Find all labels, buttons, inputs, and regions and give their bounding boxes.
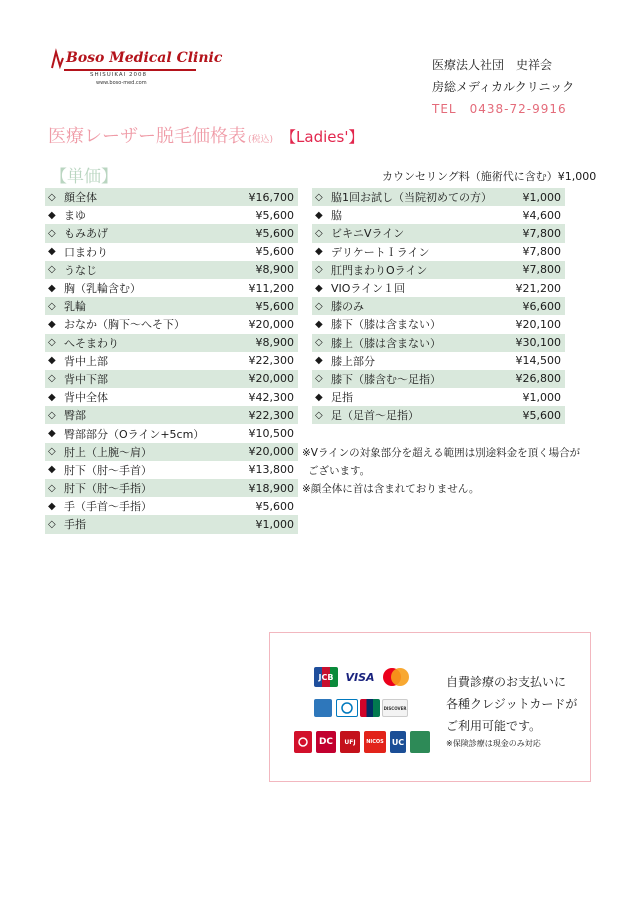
notes — [302, 444, 580, 498]
price-row — [312, 243, 565, 261]
mastercard-icon — [382, 667, 410, 687]
row-marker: ◆ — [315, 209, 323, 221]
row-marker: ◇ — [48, 409, 56, 421]
row-marker: ◇ — [315, 409, 323, 421]
logo-subtitle: SHISUIKAI 2008 — [90, 72, 148, 78]
price-list-right — [312, 188, 565, 424]
price-row — [45, 334, 298, 352]
row-price: ¥6,600 — [522, 299, 561, 313]
row-price: ¥4,600 — [522, 208, 561, 222]
row-marker: ◇ — [315, 300, 323, 312]
visa-card-icon: VISA — [344, 667, 376, 687]
mastercard-circles — [382, 667, 410, 687]
row-name: 肘下（肘～手指） — [64, 482, 152, 496]
ufj-card-icon: UFJ — [340, 731, 360, 753]
logo-text: Boso Medical Clinic — [66, 50, 223, 66]
row-name: VIOライン１回 — [331, 282, 406, 296]
price-row — [45, 243, 298, 261]
row-price: ¥8,900 — [255, 263, 294, 277]
row-price: ¥1,000 — [522, 390, 561, 404]
price-row — [312, 224, 565, 242]
row-marker: ◇ — [48, 446, 56, 458]
discover-card-icon: DISCOVER — [382, 699, 408, 717]
row-price: ¥22,300 — [248, 408, 294, 422]
price-row — [312, 297, 565, 315]
saison-mark — [298, 737, 308, 747]
price-row — [312, 279, 565, 297]
row-name: 肘上（上腕～肩） — [64, 445, 152, 459]
logo-mark-icon — [50, 48, 64, 74]
row-marker: ◇ — [48, 482, 56, 494]
price-row — [45, 461, 298, 479]
row-price: ¥5,600 — [255, 208, 294, 222]
row-marker: ◆ — [315, 355, 323, 367]
price-row — [45, 188, 298, 206]
row-name: 背中下部 — [64, 372, 108, 386]
price-row — [45, 443, 298, 461]
row-price: ¥5,600 — [255, 499, 294, 513]
price-row — [45, 297, 298, 315]
row-price: ¥5,600 — [255, 226, 294, 240]
credit-card-logos — [294, 663, 434, 763]
row-marker: ◇ — [48, 227, 56, 239]
row-marker: ◆ — [48, 428, 56, 440]
row-marker: ◇ — [48, 373, 56, 385]
row-price: ¥1,000 — [255, 517, 294, 531]
row-name: 膝上部分 — [331, 354, 375, 368]
unit-price-label: 【単価】 — [50, 167, 118, 187]
row-price: ¥11,200 — [248, 281, 294, 295]
diners-circle — [340, 702, 354, 714]
dc-card-icon: DC — [316, 731, 336, 753]
row-price: ¥5,600 — [522, 408, 561, 422]
row-marker: ◆ — [48, 246, 56, 258]
price-row — [45, 279, 298, 297]
row-price: ¥5,600 — [255, 245, 294, 259]
price-row — [312, 188, 565, 206]
row-price: ¥13,800 — [248, 463, 294, 477]
title-tax: (税込) — [248, 135, 274, 145]
price-row — [45, 352, 298, 370]
row-marker: ◇ — [48, 264, 56, 276]
price-row — [45, 224, 298, 242]
row-name: へそまわり — [64, 336, 119, 350]
payment-line-2: 各種クレジットカードが — [446, 697, 578, 711]
note-line: ※顔全体に首は含まれておりません。 — [302, 483, 480, 495]
row-marker: ◇ — [315, 227, 323, 239]
row-name: 臀部部分（Oライン+5cm） — [64, 427, 205, 441]
row-price: ¥20,100 — [515, 317, 561, 331]
row-price: ¥14,500 — [515, 354, 561, 368]
row-price: ¥1,000 — [522, 190, 561, 204]
row-marker: ◆ — [48, 355, 56, 367]
title-ladies: 【Ladies'】 — [281, 128, 364, 146]
row-price: ¥20,000 — [248, 317, 294, 331]
diners-card-icon — [336, 699, 358, 717]
row-price: ¥7,800 — [522, 245, 561, 259]
page-title — [48, 122, 363, 148]
price-row — [312, 370, 565, 388]
row-marker: ◆ — [315, 391, 323, 403]
row-name: 背中全体 — [64, 391, 108, 405]
row-marker: ◇ — [315, 264, 323, 276]
price-row — [45, 497, 298, 515]
row-marker: ◆ — [48, 209, 56, 221]
row-price: ¥10,500 — [248, 427, 294, 441]
row-price: ¥42,300 — [248, 390, 294, 404]
row-name: 乳輪 — [64, 300, 86, 314]
note-line: ※Vラインの対象部分を超える範囲は別途料金を頂く場合が — [302, 447, 581, 459]
row-name: 膝下（膝は含まない） — [331, 318, 441, 332]
price-list-left — [45, 188, 298, 534]
row-name: 足指 — [331, 391, 353, 405]
row-name: 肛門まわりOライン — [331, 263, 428, 277]
price-row — [45, 370, 298, 388]
row-price: ¥5,600 — [255, 299, 294, 313]
row-name: 肘下（肘～手首） — [64, 463, 152, 477]
price-row — [45, 206, 298, 224]
price-row — [45, 479, 298, 497]
row-price: ¥7,800 — [522, 226, 561, 240]
amex-card-icon — [314, 699, 332, 717]
price-row — [45, 261, 298, 279]
row-marker: ◇ — [48, 191, 56, 203]
row-price: ¥21,200 — [515, 281, 561, 295]
row-name: 脇1回お試し（当院初めての方） — [331, 191, 492, 205]
title-main: 医療レーザー脱毛価格表 — [48, 126, 246, 147]
row-name: 膝下（膝含む～足指） — [331, 372, 441, 386]
clinic-phone: TEL 0438-72-9916 — [432, 102, 567, 116]
logo-underline — [64, 69, 196, 71]
price-row — [312, 261, 565, 279]
price-row — [45, 315, 298, 333]
payment-line-3: ご利用可能です。 — [446, 719, 542, 733]
jaccs-card-icon — [410, 731, 430, 753]
row-price: ¥22,300 — [248, 354, 294, 368]
row-name: 背中上部 — [64, 354, 108, 368]
row-price: ¥30,100 — [515, 336, 561, 350]
payment-line-1: 自費診療のお支払いに — [446, 675, 567, 689]
row-marker: ◇ — [48, 337, 56, 349]
price-row — [45, 406, 298, 424]
row-name: 手（手首～手指） — [64, 500, 152, 514]
row-name: 膝上（膝は含まない） — [331, 336, 441, 350]
row-marker: ◇ — [315, 373, 323, 385]
row-name: おなか（胸下～へそ下） — [64, 318, 185, 332]
jcb-card-icon: JCB — [314, 667, 338, 687]
clinic-info — [432, 54, 574, 120]
row-price: ¥20,000 — [248, 445, 294, 459]
row-marker: ◆ — [315, 282, 323, 294]
uc-card-icon: UC — [390, 731, 406, 753]
clinic-corporation: 医療法人社団 史祥会 — [432, 58, 553, 72]
row-marker: ◇ — [48, 518, 56, 530]
note-line: ございます。 — [308, 465, 371, 477]
row-price: ¥18,900 — [248, 481, 294, 495]
unionpay-card-icon — [360, 699, 380, 717]
price-row — [45, 424, 298, 442]
payment-box — [269, 632, 591, 782]
row-marker: ◇ — [48, 300, 56, 312]
clinic-logo — [50, 48, 223, 92]
price-row — [312, 206, 565, 224]
row-name: 胸（乳輪含む） — [64, 282, 141, 296]
row-price: ¥7,800 — [522, 263, 561, 277]
clinic-name: 房総メディカルクリニック — [432, 80, 575, 94]
logo-url: www.boso-med.com — [96, 80, 147, 86]
price-row — [312, 388, 565, 406]
row-marker: ◇ — [315, 337, 323, 349]
row-marker: ◇ — [315, 191, 323, 203]
price-row — [312, 334, 565, 352]
row-marker: ◆ — [48, 282, 56, 294]
row-name: 顔全体 — [64, 191, 97, 205]
price-row — [45, 388, 298, 406]
price-row — [312, 406, 565, 424]
counseling-fee: カウンセリング料（施術代に含む）¥1,000 — [382, 170, 597, 183]
payment-text — [446, 671, 577, 751]
row-name: 脇 — [331, 209, 342, 223]
row-name: 足（足首～足指） — [331, 409, 419, 423]
price-row — [312, 315, 565, 333]
row-marker: ◆ — [48, 318, 56, 330]
row-name: ビキニVライン — [331, 227, 405, 241]
payment-note: ※保険診療は現金のみ対応 — [446, 739, 541, 748]
nicos-card-icon: NICOS — [364, 731, 386, 753]
row-marker: ◆ — [315, 318, 323, 330]
row-marker: ◆ — [315, 246, 323, 258]
row-name: デリケートＩライン — [331, 245, 430, 259]
row-name: 手指 — [64, 518, 86, 532]
row-price: ¥20,000 — [248, 372, 294, 386]
row-marker: ◆ — [48, 464, 56, 476]
price-row — [45, 515, 298, 533]
saison-card-icon — [294, 731, 312, 753]
row-name: 口まわり — [64, 245, 108, 259]
row-price: ¥16,700 — [248, 190, 294, 204]
row-name: もみあげ — [64, 227, 108, 241]
row-price: ¥26,800 — [515, 372, 561, 386]
row-marker: ◆ — [48, 500, 56, 512]
row-name: 膝のみ — [331, 300, 364, 314]
row-price: ¥8,900 — [255, 336, 294, 350]
row-marker: ◆ — [48, 391, 56, 403]
row-name: まゆ — [64, 209, 86, 223]
row-name: うなじ — [64, 263, 97, 277]
price-row — [312, 352, 565, 370]
row-name: 臀部 — [64, 409, 86, 423]
